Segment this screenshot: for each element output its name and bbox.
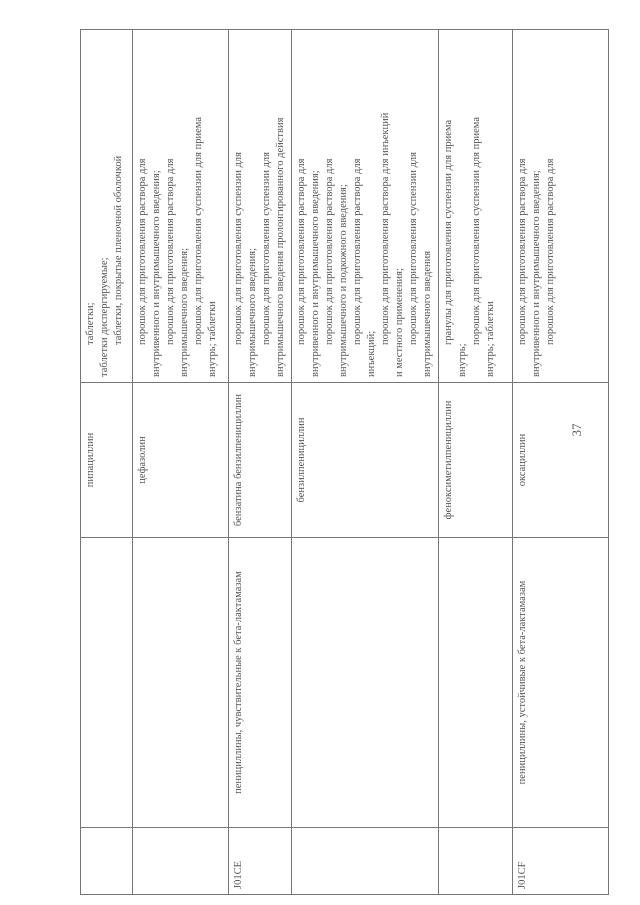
code-cell	[292, 828, 439, 895]
dosage-form-line: порошок для приготовления раствора для	[296, 158, 307, 345]
dosage-form-line: внутримышечного введения;	[247, 247, 258, 377]
dosage-forms-cell	[229, 30, 292, 383]
name-cell: пенициллины, чувствительные к бета-лактамазам	[229, 538, 292, 828]
dosage-form-line: порошок для приготовления раствора для инъекций	[380, 112, 391, 345]
dosage-form-line: внутрь; таблетки	[485, 301, 496, 377]
name-cell	[81, 538, 133, 828]
dosage-form-line: таблетки;	[85, 302, 96, 345]
page-number: 37	[569, 423, 584, 437]
table-row	[439, 30, 513, 895]
dosage-form-line: внутрь;	[457, 343, 468, 377]
dosage-form-line: порошок для приготовления суспензии для	[261, 152, 272, 345]
dosage-forms-cell	[81, 30, 133, 383]
name-cell	[133, 538, 229, 828]
dosage-form-line: внутримышечного введения;	[179, 247, 190, 377]
dosage-forms-cell	[133, 30, 229, 383]
drug-classification-table	[80, 29, 609, 895]
dosage-form-line: порошок для приготовления суспензии для приема	[193, 117, 204, 345]
table-row	[81, 30, 133, 895]
dosage-forms-cell	[439, 30, 513, 383]
name-cell: пенициллины, устойчивые к бета-лактамазам	[513, 538, 609, 828]
dosage-form-line: инъекций;	[366, 330, 377, 377]
table-row	[133, 30, 229, 895]
dosage-form-line: порошок для приготовления суспензии для	[408, 152, 419, 345]
dosage-form-line: таблетки диспергируемые;	[99, 257, 110, 377]
dosage-form-line: порошок для приготовления раствора для	[165, 158, 176, 345]
dosage-form-line: и местного применения;	[394, 268, 405, 377]
dosage-form-line: внутривенного и внутримышечного введения;	[310, 170, 321, 377]
dosage-form-line: внутримышечного и подкожного введения;	[338, 184, 349, 377]
dosage-forms-cell	[292, 30, 439, 383]
substance-cell: оксациллин	[513, 383, 609, 538]
dosage-form-line: порошок для приготовления суспензии для	[233, 152, 244, 345]
dosage-form-line: порошок для приготовления раствора для	[545, 158, 556, 345]
code-cell	[439, 828, 513, 895]
dosage-form-line: внутривенного и внутримышечного введения;	[151, 170, 162, 377]
table-row	[513, 30, 609, 895]
substance-cell: цефазолин	[133, 383, 229, 538]
dosage-form-line: внутримышечного введения	[422, 250, 433, 377]
code-cell: J01CF	[513, 828, 609, 895]
substance-cell: пипациллин	[81, 383, 133, 538]
dosage-form-line: порошок для приготовления суспензии для приема	[471, 117, 482, 345]
name-cell	[292, 538, 439, 828]
name-cell	[439, 538, 513, 828]
dosage-form-line: внутримышечного введения пролонгированного действия	[275, 117, 286, 377]
table-row	[229, 30, 292, 895]
code-cell	[133, 828, 229, 895]
dosage-form-line: внутривенного и внутримышечного введения;	[531, 170, 542, 377]
dosage-form-line: порошок для приготовления раствора для	[352, 158, 363, 345]
dosage-form-line: порошок для приготовления раствора для	[137, 158, 148, 345]
dosage-form-line: внутрь; таблетки	[207, 301, 218, 377]
substance-cell: феноксиметилпенициллин	[439, 383, 513, 538]
table-row	[292, 30, 439, 895]
code-cell: J01CE	[229, 828, 292, 895]
code-cell	[81, 828, 133, 895]
substance-cell: бензатина бензилпенициллин	[229, 383, 292, 538]
dosage-form-line: порошок для приготовления раствора для	[324, 158, 335, 345]
dosage-form-line: гранулы для приготовления суспензии для приема	[443, 119, 454, 345]
dosage-form-line: таблетки, покрытые пленочной оболочкой	[113, 155, 124, 345]
substance-cell: бензилпенициллин	[292, 383, 439, 538]
dosage-forms-cell	[513, 30, 609, 383]
rotated-table-container	[80, 30, 590, 895]
dosage-form-line: порошок для приготовления раствора для	[517, 158, 528, 345]
